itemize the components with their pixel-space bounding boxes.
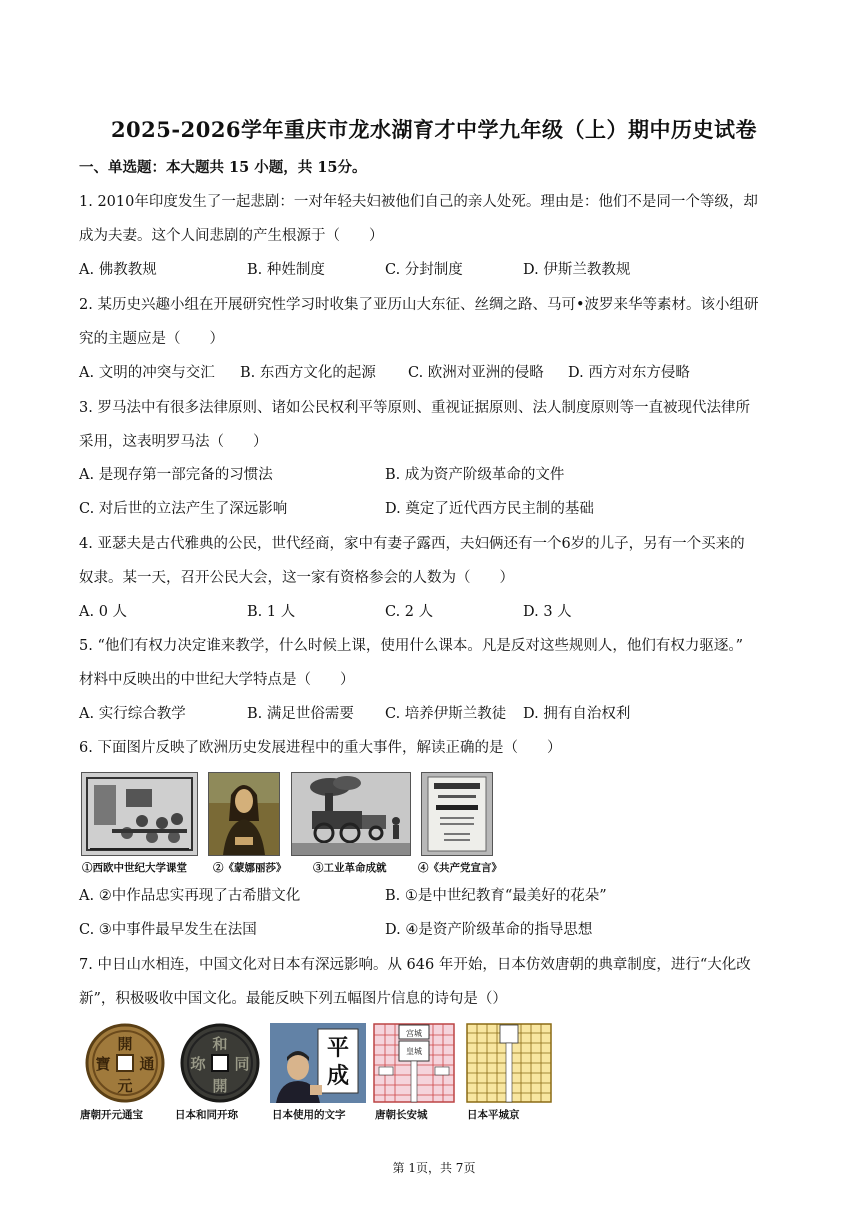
q4-option-d: D. 3 人 xyxy=(523,604,572,620)
q5-option-a: A. 实行综合教学 xyxy=(79,706,186,722)
q1-option-b: B. 种姓制度 xyxy=(247,262,325,278)
q6-option-b: B. ①是中世纪教育“最美好的花朵” xyxy=(385,888,607,904)
wadokaichin-coin-image xyxy=(176,1023,264,1103)
question-1-text: 1. 2010年印度发生了一起悲剧：一对年轻夫妇被他们自己的亲人处死。理由是：他们不是同一个等级，却 xyxy=(79,194,758,210)
q5-option-d: D. 拥有自治权利 xyxy=(523,706,631,722)
question-3-text-cont: 采用，这表明罗马法（ ） xyxy=(79,434,268,450)
q3-option-c: C. 对后世的立法产生了深远影响 xyxy=(79,501,288,517)
question-4-text: 4. 亚瑟夫是古代雅典的公民，世代经商，家中有妻子露西，夫妇俩还有一个6岁的儿子，另有一个买来的 xyxy=(79,536,745,552)
q5-option-c: C. 培养伊斯兰教徒 xyxy=(385,706,507,722)
q5-option-b: B. 满足世俗需要 xyxy=(247,706,354,722)
q2-option-b: B. 东西方文化的起源 xyxy=(240,365,376,381)
question-5-text: 5. “他们有权力决定谁来教学，什么时候上课，使用什么课本。凡是反对这些规则人，他们有权力驱逐。” xyxy=(79,638,744,654)
q1-option-c: C. 分封制度 xyxy=(385,262,463,278)
coin1-char-bottom: 元 xyxy=(117,1077,133,1095)
caption-medieval-classroom: ①西欧中世纪大学课堂 xyxy=(82,862,187,874)
q1-option-a: A. 佛教教规 xyxy=(79,262,157,278)
changan-map-image xyxy=(373,1023,455,1103)
q6-option-d: D. ④是资产阶级革命的指导思想 xyxy=(385,922,593,938)
coin2-char-right: 同 xyxy=(234,1055,250,1073)
kaiyuan-coin-image xyxy=(81,1023,169,1103)
caption-wadokaichin-coin: 日本和同开珎 xyxy=(175,1109,238,1121)
q2-option-a: A. 文明的冲突与交汇 xyxy=(79,365,215,381)
heijo-kyo-map-image xyxy=(466,1023,552,1103)
caption-heijo-kyo: 日本平城京 xyxy=(467,1109,520,1121)
caption-mona-lisa: ②《蒙娜丽莎》 xyxy=(213,862,287,874)
changan-city-label: 皇城 xyxy=(406,1047,422,1056)
coin1-char-top: 開 xyxy=(117,1035,133,1053)
question-7-text-cont: 新”，积极吸收中国文化。最能反映下列五幅图片信息的诗句是（） xyxy=(79,991,507,1007)
q2-option-c: C. 欧洲对亚洲的侵略 xyxy=(408,365,544,381)
coin1-char-left: 寶 xyxy=(95,1055,111,1073)
question-5-text-cont: 材料中反映出的中世纪大学特点是（ ） xyxy=(79,672,355,688)
question-1-text-cont: 成为夫妻。这个人间悲剧的产生根源于（ ） xyxy=(79,228,384,244)
q4-option-a: A. 0 人 xyxy=(79,604,128,620)
question-4-text-cont: 奴隶。某一天，召开公民大会，这一家有资格参会的人数为（ ） xyxy=(79,570,514,586)
caption-japanese-writing: 日本使用的文字 xyxy=(272,1109,346,1121)
mona-lisa-image xyxy=(208,772,280,856)
question-2-text-cont: 究的主题应是（ ） xyxy=(79,331,224,347)
q1-option-d: D. 伊斯兰教教规 xyxy=(523,262,631,278)
changan-palace-label: 宫城 xyxy=(406,1029,422,1038)
q3-option-d: D. 奠定了近代西方民主制的基础 xyxy=(385,501,594,517)
q3-option-a: A. 是现存第一部完备的习惯法 xyxy=(79,467,273,483)
caption-communist-manifesto: ④《共产党宣言》 xyxy=(418,862,502,874)
coin1-char-right: 通 xyxy=(139,1055,155,1073)
sign-char-top: 平 xyxy=(326,1035,350,1061)
medieval-classroom-image xyxy=(81,772,198,856)
section-heading: 一、单选题：本大题共 15 小题，共 15分。 xyxy=(79,159,367,176)
q3-option-b: B. 成为资产阶级革命的文件 xyxy=(385,467,565,483)
communist-manifesto-image xyxy=(421,772,493,856)
question-3-text: 3. 罗马法中有很多法律原则、诸如公民权利平等原则、重视证据原则、法人制度原则等一直被现代法律所 xyxy=(79,400,750,416)
coin2-char-top: 和 xyxy=(212,1035,228,1053)
q4-option-b: B. 1 人 xyxy=(247,604,296,620)
question-2-text: 2. 某历史兴趣小组在开展研究性学习时收集了亚历山大东征、丝绸之路、马可•波罗来华等素材。该小组研 xyxy=(79,297,759,313)
caption-changan: 唐朝长安城 xyxy=(375,1109,428,1121)
industrial-revolution-image xyxy=(291,772,411,856)
question-6-text: 6. 下面图片反映了欧洲历史发展进程中的重大事件，解读正确的是（ ） xyxy=(79,740,562,756)
q2-option-d: D. 西方对东方侵略 xyxy=(568,365,690,381)
q6-option-a: A. ②中作品忠实再现了古希腊文化 xyxy=(79,888,301,904)
q4-option-c: C. 2 人 xyxy=(385,604,434,620)
page-title: 2025-2026学年重庆市龙水湖育才中学九年级（上）期中历史试卷 xyxy=(110,117,758,142)
coin2-char-bottom: 開 xyxy=(212,1077,228,1095)
caption-kaiyuan-coin: 唐朝开元通宝 xyxy=(80,1109,143,1121)
caption-industrial-revolution: ③工业革命成就 xyxy=(313,862,387,874)
sign-char-bottom: 成 xyxy=(326,1063,350,1089)
coin2-char-left: 珎 xyxy=(190,1055,206,1073)
page-footer: 第 1页，共 7页 xyxy=(392,1161,476,1175)
heisei-sign-image xyxy=(270,1023,366,1103)
q6-option-c: C. ③中事件最早发生在法国 xyxy=(79,922,257,938)
question-7-text: 7. 中日山水相连，中国文化对日本有深远影响。从 646 年开始，日本仿效唐朝的典章制度，进行“大化改 xyxy=(79,957,751,973)
